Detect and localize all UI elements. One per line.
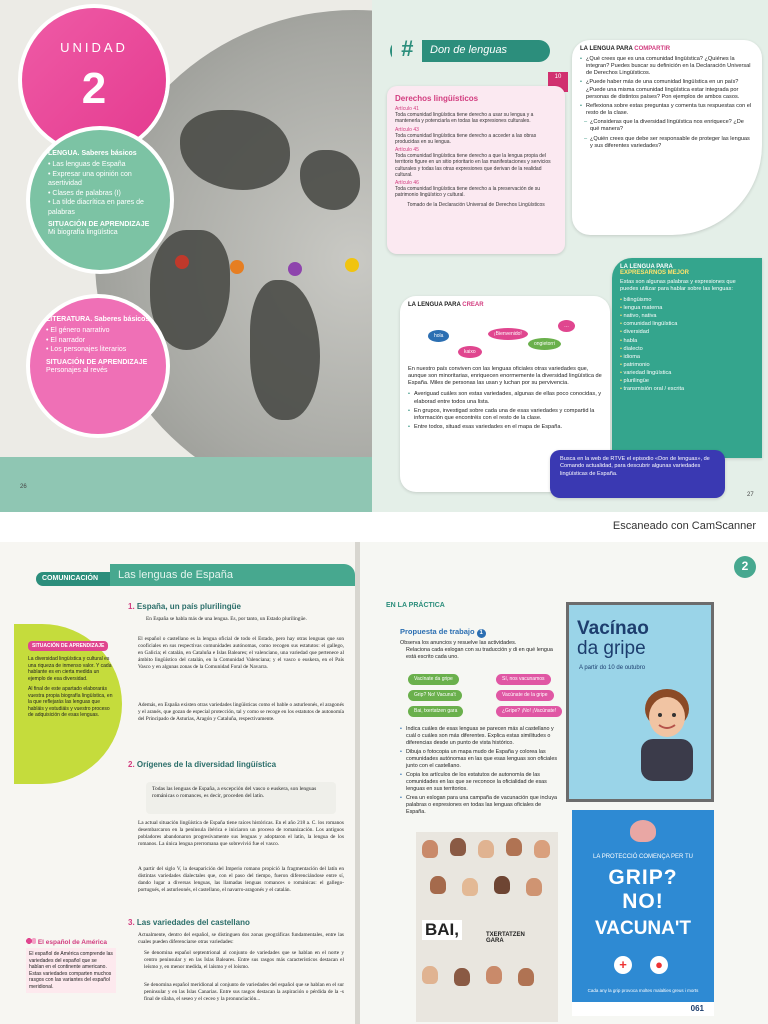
rtve-callout	[550, 450, 725, 498]
person-photo	[526, 878, 542, 896]
page-badge: 2	[734, 556, 756, 578]
slogan-pill: Vacínate da gripe	[408, 674, 459, 685]
list-item: • La tilde diacrítica en pares de palabras	[48, 198, 160, 217]
slogan-pill: ¿Gripe? ¡No! ¡Vacúnate!	[496, 706, 562, 717]
head-word: EXPRESARNOS MEJOR	[620, 270, 690, 276]
list-item: • Crea un eslogan para una campaña de vacunación que incluya palabras o expresiones en todas las lenguas oficiales de España.	[400, 795, 560, 816]
crear-list	[408, 391, 602, 431]
person-photo	[454, 968, 470, 986]
head-word: COMPARTIR	[634, 46, 671, 52]
person-photo	[506, 838, 522, 856]
phone-number: 061	[690, 1004, 704, 1013]
speech-bubble: ¡Bienvenido!	[488, 328, 528, 340]
person-figure	[175, 255, 189, 269]
derechos-title: Derechos lingüísticos	[395, 94, 479, 103]
poster-line: LA PROTECCIÓ COMENÇA PER TU	[593, 854, 693, 860]
list-item: • ¿Puede haber más de una comunidad lingüística en un país? ¿Puede una misma comunidad lingüística estar integrada por personas de distintos países? Pon ejemplos de ambos casos.	[580, 79, 754, 100]
page-26	[0, 0, 372, 512]
person-photo	[534, 840, 550, 858]
vocab-item: • patrimonio	[620, 361, 754, 369]
vocab-item: • nativo, nativa	[620, 312, 754, 320]
paragraph: El español o castellano es la lengua oficial de todo el Estado, pero hay otras lenguas que son cooficiales en sus respectivas comunidades autónomas, como recogen sus estatutos: el gallego, en Galicia; el catalán, en Cataluña e Islas Baleares; el valenciano, una variedad que pertenece al ámbito lingüístico del catalán, en la Comunidad Valenciana; y el vasco o euskera, en el País Vasco y en algunas zonas de la Comunidad Foral de Navarra.	[138, 636, 344, 670]
literatura-list	[46, 326, 156, 354]
bullet-paragraph: Se denomina español meridional al conjunto de variedades del español que se hablan en el sur peninsular y en las Islas Canarias. Entre sus rasgos destacan la aspiración o pérdida de la -s final de sílaba, el seseo y el ceceo y la pronunciación...	[144, 982, 344, 1002]
crear-intro: En nuestro país conviven con las lenguas oficiales otras variedades que, aunque son minoritarias, enriquecen enormemente la diversidad lingüística de España. Miles de personas las usan y luchan por su pervivencia.	[408, 366, 602, 387]
slogan-pill: Vacúnate de la gripe	[496, 690, 554, 701]
lengua-circle	[30, 130, 170, 270]
person-photo	[430, 876, 446, 894]
article-label: Artículo 45	[395, 147, 419, 153]
speech-bubble: kaixo	[458, 346, 482, 358]
section-title: Orígenes de la diversidad lingüística	[136, 760, 277, 769]
vocab-item: • dialecto	[620, 345, 754, 353]
america-box	[26, 938, 116, 1018]
person-photo	[518, 968, 534, 986]
situacion-aprendizaje-box	[14, 624, 122, 784]
section-number: 1.	[128, 602, 135, 611]
practica-list	[400, 726, 560, 818]
derechos-cite: Tomado de la Declaración Universal de Derechos Lingüísticos	[407, 201, 545, 208]
paragraph: Actualmente, dentro del español, se distinguen dos zonas geográficas fundamentales, entre las cuales pueden diferenciarse otras variedades:	[138, 932, 344, 945]
vocab-item: • comunidad lingüística	[620, 320, 754, 328]
situ-paragraph: Al final de este apartado elaborarás vuestra propia biografía lingüística, en la que reflejarás las lenguas que habláis y estudiáis y vuestro proceso de adquisición de esas lenguas.	[28, 686, 113, 718]
page-left	[0, 542, 355, 1024]
article-text: Toda comunidad lingüística tiene derecho a que la lengua propia del territorio figure en un sitio prioritario en las manifestaciones y servicios culturales y todas las otras expresiones que derivan de la realidad cultural.	[395, 153, 551, 178]
paragraph: En España se habla más de una lengua. Es, por tanto, un Estado plurilingüe.	[146, 616, 307, 622]
vocab-item: • transmisión oral / escrita	[620, 385, 754, 393]
list-subitem: – ¿Consideras que la diversidad lingüística nos enriquece? ¿De qué manera?	[580, 119, 754, 133]
article-label: Artículo 41	[395, 106, 419, 112]
literatura-circle	[30, 298, 166, 434]
situ-paragraph: La diversidad lingüística y cultural es una riqueza de inmenso valor. Y cada hablante es en cierta medida un ejemplo de esa diversidad.	[28, 656, 112, 682]
person-figure	[230, 260, 244, 274]
poster-footer: Cada any la grip provoca moltes malalties greus i morts	[587, 988, 699, 993]
speech-bubble: ongietorri	[528, 338, 561, 350]
head-word: CREAR	[462, 302, 484, 308]
list-item: • Las lenguas de España	[48, 160, 160, 169]
lengua-list	[48, 160, 160, 217]
article-text: Toda comunidad lingüística tiene derecho a usar su lengua y a mantenerla y potenciarla en todas las expresiones culturales.	[395, 112, 534, 125]
list-item: • Expresar una opinión con asertividad	[48, 170, 160, 189]
article-text: Toda comunidad lingüística tiene derecho a la preservación de su patrimonio lingüístico y cultural.	[395, 186, 541, 199]
don-de-lenguas-banner	[390, 36, 550, 62]
expresarnos-heading	[620, 264, 754, 276]
compartir-heading	[580, 46, 754, 52]
person-photo	[486, 966, 502, 984]
poster-line: VACUNA'T	[595, 918, 691, 939]
literatura-heading: LITERATURA. Saberes básicos	[46, 316, 150, 323]
slogan-pills	[408, 674, 568, 722]
person-figure	[288, 262, 302, 276]
situ-text: Personajes al revés	[46, 367, 108, 375]
poster-line: GRIP?	[608, 866, 678, 889]
list-item: • En grupos, investigad sobre cada una de esas variedades y compartid la información que encontréis con el resto de la clase.	[408, 408, 602, 422]
rtve-text: Busca en la web de RTVE el episodio «Don de lenguas», de Comando actualidad, para descubrir algunas variedades lingüísticas de España.	[560, 456, 710, 477]
compartir-list	[580, 56, 754, 150]
paragraph: La actual situación lingüística de España tiene raíces históricas. En el año 218 a. C. los romanos desembarcaron en la península ibérica e iniciaron un proceso de romanización. Los antiguos pobladores abandonaron progresivamente sus lenguas y adoptaron el latín, la lengua de los romanos. La única lengua prerromana que sobrevivió fue el vasco.	[138, 820, 344, 847]
section-title: España, un país plurilingüe	[136, 602, 241, 611]
relaciona-text: Relaciona cada eslogan con su traducción y di en qué lengua está escrito cada uno.	[406, 647, 553, 661]
child-photo	[629, 681, 699, 781]
head-prefix: LA LENGUA PARA	[580, 46, 635, 52]
bottom-spread	[0, 542, 768, 1024]
propuesta-heading	[400, 627, 486, 638]
speech-bubble: …	[558, 320, 575, 332]
bottom-band	[0, 457, 372, 512]
galician-vaccine-poster	[566, 602, 714, 802]
poster-line: Vacínao	[577, 618, 649, 639]
article-label: Artículo 46	[395, 180, 419, 186]
person-icon: ●	[650, 956, 668, 974]
head-prefix: LA LENGUA PARA	[408, 302, 463, 308]
quote-box: Todas las lenguas de España, a excepción del vasco o euskera, son lenguas románicas o romances, es decir, proceden del latín.	[146, 782, 336, 814]
slogan-pill: Sí, nos vacunamos	[496, 674, 551, 685]
dots-icon	[26, 938, 36, 944]
situ-heading: SITUACIÓN DE APRENDIZAJE	[48, 221, 150, 229]
poster-line: NO!	[622, 890, 664, 913]
list-item: • Reflexiona sobre estas preguntas y comenta tus respuestas con el resto de la clase.	[580, 103, 754, 117]
page-title: Las lenguas de España	[110, 564, 355, 586]
slogan-pill: Grip? No! Vacuna't	[408, 690, 462, 701]
list-subitem: – ¿Quién crees que debe ser responsable de proteger las lenguas y sus diferentes variedades?	[580, 136, 754, 150]
vocab-item: • lengua materna	[620, 304, 754, 312]
paragraph: A partir del siglo V, la desaparición del Imperio romano propició la fragmentación del latín en distintas variedades dialectales que, con el paso del tiempo, fueron diferenciándose entre sí, dando lugar a diversas lenguas, las llamadas lenguas romances o románicas: el gallego-portugués, el asturleonés, el castellano, el navarro-aragonés y el catalán.	[138, 866, 344, 893]
hash-icon: #	[392, 36, 422, 62]
situ-text: Mi biografía lingüística	[48, 229, 118, 237]
list-item: • Los personajes literarios	[46, 345, 156, 354]
article-label: Artículo 43	[395, 126, 419, 133]
expresarnos-panel	[612, 258, 762, 458]
list-item: • Entre todos, situad esas variedades en el mapa de España.	[408, 424, 602, 431]
section-heading-1	[128, 602, 241, 611]
vocab-item: • habla	[620, 337, 754, 345]
poster-line: da gripe	[577, 638, 646, 659]
head-prefix: LA LENGUA PARA	[620, 264, 673, 270]
america-text: El español de América comprende las variedades del español que se hablan en el continente americano. Estas variedades comparten muchos rasgos con las variantes del español meridional.	[26, 948, 116, 993]
vocab-list	[620, 296, 754, 393]
practica-intro	[400, 640, 558, 661]
cross-icon: +	[614, 956, 632, 974]
list-item: • Averiguad cuáles son estas variedades, algunas de ellas poco conocidas, y elaborad entre todos una lista.	[408, 391, 602, 405]
poster-title	[422, 920, 462, 940]
speech-bubbles	[408, 308, 602, 366]
list-item: • Dibuja o fotocopia un mapa mudo de España y colorea las comunidades autónomas en las que esas lenguas son oficiales junto con el castellano.	[400, 749, 560, 770]
catalan-vaccine-poster	[572, 810, 714, 1016]
article-text: Toda comunidad lingüística tiene derecho a acceder a las obras producidas en su lengua.	[395, 132, 537, 145]
poster-title-word: TXERTATZEN	[486, 932, 525, 938]
situ-tag: SITUACIÓN DE APRENDIZAJE	[28, 641, 108, 651]
list-item: • El género narrativo	[46, 326, 156, 335]
section-title: Las variedades del castellano	[136, 918, 250, 927]
speech-bubble: hola	[428, 330, 449, 342]
america-title	[26, 938, 116, 946]
vocab-item: • variedad lingüística	[620, 369, 754, 377]
unit-number: 2	[81, 64, 107, 113]
scan-strip	[0, 512, 768, 542]
page-27	[372, 0, 768, 512]
person-photo	[494, 876, 510, 894]
vocab-item: • diversidad	[620, 328, 754, 336]
basque-vaccine-poster	[416, 832, 558, 1022]
section-number: 3.	[128, 918, 135, 927]
page-number: 27	[747, 492, 754, 498]
scan-watermark: Escaneado con CamScanner	[612, 520, 756, 532]
derechos-card	[387, 86, 565, 254]
section-tab: COMUNICACIÓN	[36, 572, 110, 586]
compartir-card	[572, 40, 762, 235]
sdg-badge: 10	[548, 72, 568, 92]
america-title-text: El español de América	[37, 939, 107, 946]
situ-heading: SITUACIÓN DE APRENDIZAJE	[46, 358, 148, 366]
page-right	[360, 542, 768, 1024]
page-number: 26	[20, 484, 27, 490]
poster-title-word: GARA	[486, 938, 504, 944]
paragraph: Además, en España existen otras variedades lingüísticas como el bable o asturleonés, el aragonés y el aranés, que gozan de especial protección, tal y como se recoge en los estatutos de autonomía del Principado de Asturias, Aragón y Cataluña, respectivamente.	[138, 702, 344, 722]
list-item: • Indica cuáles de esas lenguas se parecen más al castellano y cuál o cuáles son más diferentes. Explica estas similitudes o diferencias desde un punto de vista histórico.	[400, 726, 560, 747]
bullet-paragraph: Se denomina español septentrional al conjunto de variedades que se hablan en el norte y centro peninsular y en las Islas Baleares. Entre sus rasgos más característicos destacan el leísmo y, en menor medida, el laísmo y el loísmo.	[144, 950, 344, 970]
poster-subtitle	[486, 932, 525, 944]
list-item: • Clases de palabras (I)	[48, 189, 160, 198]
propuesta-number: 1	[477, 629, 486, 638]
section-heading-3	[128, 918, 250, 927]
lengua-heading: LENGUA. Saberes básicos	[48, 150, 137, 157]
expresarnos-intro: Estas son algunas palabras y expresiones que puedes utilizar para hablar sobre las lenguas:	[620, 279, 736, 292]
health-icons	[614, 956, 686, 974]
list-item: • ¿Qué crees que es una comunidad lingüística? ¿Quiénes la integran? Puedes buscar su definición en la Declaración Universal de Derechos Lingüísticos.	[580, 56, 754, 77]
heart-icon	[630, 820, 656, 842]
vocab-item: • idioma	[620, 353, 754, 361]
poster-title-word: BAI,	[425, 920, 459, 939]
list-item: • Copia los artículos de los estatutos de autonomía de las comunidades en las que se reconoce la oficialidad de esas lenguas en sus territorios.	[400, 772, 560, 793]
person-photo	[422, 840, 438, 858]
banner-title: Don de lenguas	[430, 44, 508, 56]
vocab-item: • plurilingüe	[620, 377, 754, 385]
slogan-pill: Bai, txertatzen gara	[408, 706, 463, 717]
list-item: • El narrador	[46, 336, 156, 345]
person-photo	[450, 838, 466, 856]
vocab-item: • bilingüismo	[620, 296, 754, 304]
section-heading-2	[128, 760, 276, 769]
person-photo	[462, 878, 478, 896]
poster-date: A partir do 10 de outubro	[579, 665, 646, 671]
section-number: 2.	[128, 760, 135, 769]
person-figure	[345, 258, 359, 272]
practica-heading: EN LA PRÁCTICA	[386, 602, 445, 609]
unit-label: UNIDAD	[60, 40, 128, 55]
person-photo	[478, 840, 494, 858]
person-photo	[422, 966, 438, 984]
propuesta-title: Propuesta de trabajo	[400, 627, 475, 636]
poster-bottom-bar	[572, 1002, 714, 1016]
intro-text: Observa los anuncios y resuelve las actividades.	[400, 640, 517, 646]
